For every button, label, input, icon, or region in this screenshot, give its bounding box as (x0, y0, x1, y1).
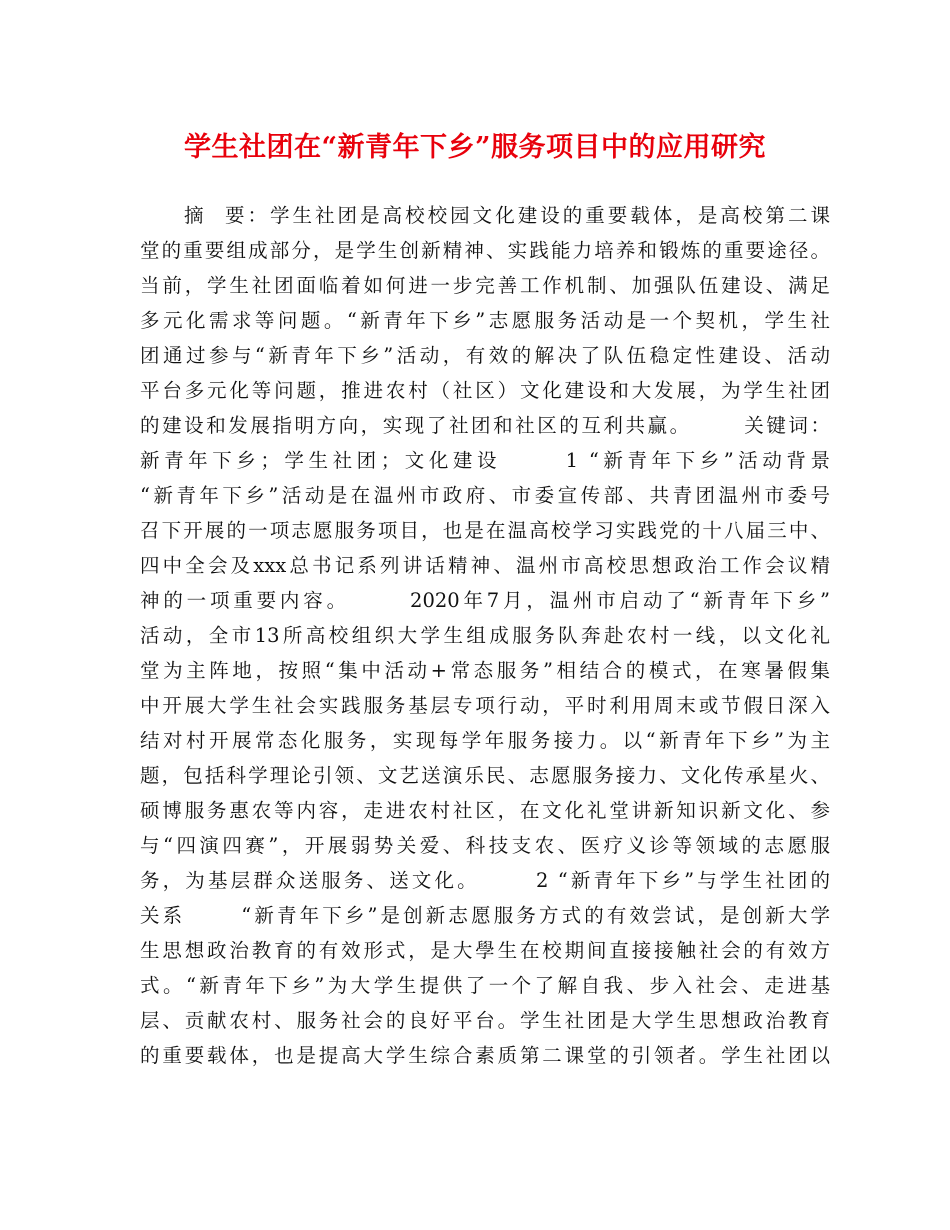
text-line: 题，包括科学理论引领、文艺送演乐民、志愿服务接力、文化传承星火、 (140, 764, 830, 787)
text-line: 平台多元化等问题，推进农村（社区）文化建设和大发展，为学生社团 (140, 379, 830, 402)
document-title: 学生社团在“新青年下乡”服务项目中的应用研究 (183, 132, 767, 163)
text-line: 多元化需求等问题。“新青年下乡”志愿服务活动是一个契机，学生社 (140, 309, 830, 332)
text-line: 神的一项重要内容。 2020年7月，温州市启动了“新青年下乡” (140, 589, 830, 612)
text-line: 中开展大学生社会实践服务基层专项行动，平时利用周末或节假日深入 (140, 694, 830, 717)
text-line: 的建设和发展指明方向，实现了社团和社区的互利共赢。 关键词： (140, 414, 830, 437)
text-line: 当前，学生社团面临着如何进一步完善工作机制、加强队伍建设、满足 (140, 274, 830, 297)
text-line: 摘 要：学生社团是高校校园文化建设的重要载体，是高校第二课 (184, 204, 830, 227)
text-line: 与“四演四赛”，开展弱势关爱、科技支农、医疗义诊等领域的志愿服 (140, 834, 830, 857)
text-line: 活动，全市13所高校组织大学生组成服务队奔赴农村一线，以文化礼 (140, 624, 830, 647)
text-line: 硕博服务惠农等内容，走进农村社区，在文化礼堂讲新知识新文化、参 (140, 799, 830, 822)
text-line: “新青年下乡”活动是在温州市政府、市委宣传部、共青团温州市委号 (140, 484, 830, 507)
text-line: 关系 “新青年下乡”是创新志愿服务方式的有效尝试，是创新大学 (140, 904, 830, 927)
text-line: 团通过参与“新青年下乡”活动，有效的解决了队伍稳定性建设、活动 (140, 344, 830, 367)
text-line: 式。“新青年下乡”为大学生提供了一个了解自我、步入社会、走进基 (140, 974, 830, 997)
document-body (140, 198, 830, 1073)
text-line: 四中全会及xxx总书记系列讲话精神、温州市高校思想政治工作会议精 (140, 554, 830, 577)
text-line: 层、贡献农村、服务社会的良好平台。学生社团是大学生思想政治教育 (140, 1009, 830, 1032)
text-line: 召下开展的一项志愿服务项目，也是在温高校学习实践党的十八届三中、 (140, 519, 830, 542)
text-line: 结对村开展常态化服务，实现每学年服务接力。以“新青年下乡”为主 (140, 729, 830, 752)
text-line: 堂的重要组成部分，是学生创新精神、实践能力培养和锻炼的重要途径。 (140, 239, 830, 262)
text-line: 堂为主阵地，按照“集中活动+常态服务”相结合的模式，在寒暑假集 (140, 659, 830, 682)
text-line: 务，为基层群众送服务、送文化。 2 “新青年下乡”与学生社团的 (140, 869, 830, 892)
text-line: 的重要载体，也是提高大学生综合素质第二课堂的引领者。学生社团以 (140, 1044, 830, 1067)
text-line: 新青年下乡；学生社团；文化建设 1 “新青年下乡”活动背景 (140, 449, 830, 472)
text-line: 生思想政治教育的有效形式，是大學生在校期间直接接触社会的有效方 (140, 939, 830, 962)
